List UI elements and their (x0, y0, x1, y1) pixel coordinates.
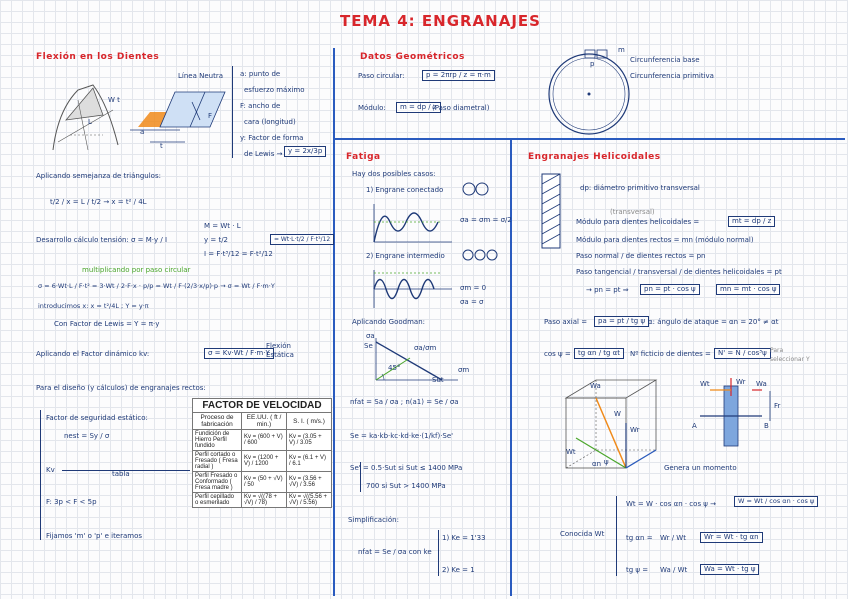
page-title: TEMA 4: ENGRANAJES (340, 12, 541, 30)
kv-label: Kv (46, 466, 55, 474)
table-header: EE.UU. ( ft / min.) (242, 413, 287, 430)
wt-box: W = Wt / cos αn · cos ψ (734, 496, 818, 507)
tg-an-label: tg αn = (626, 534, 653, 542)
seleccionar-note: Para seleccionar Y (770, 347, 810, 363)
nfat-eq: nfat = Sa / σa ; n(a1) = Se / σa (350, 398, 459, 406)
flexion-heading: Flexión en los Dientes (36, 52, 160, 62)
paso-axial: Paso axial = (544, 318, 588, 326)
eq4-box: σ = Kv·Wt / F·m·Y (204, 348, 274, 359)
p-fig-label: p (590, 60, 595, 68)
goodman-angle: 45° (388, 364, 401, 372)
gear-triple-icon (462, 248, 502, 262)
tg-an-frac: Wr / Wt (660, 534, 686, 542)
eq2-i: I = F·t³/12 = F·t²/12 (204, 250, 273, 258)
eq-caso2-b: σa = σ (460, 298, 484, 306)
tg-an-box: Wr = Wt · tg αn (700, 532, 763, 543)
fatiga-heading: Fatiga (346, 152, 381, 162)
ke2-text: 2) Ke = 1 (442, 566, 475, 574)
cos-psi-box: tg αn / tg αt (574, 348, 624, 359)
helical-strip-diagram (540, 172, 566, 252)
def-f-1: F: ancho de (240, 102, 281, 110)
conocida-wt: Conocida Wt (560, 530, 605, 538)
force-w: W (614, 410, 621, 418)
gear-pair-icon (462, 182, 492, 196)
force-wr: Wr (630, 426, 640, 434)
m-fig-label: m (618, 46, 625, 54)
dp-def: dp: diámetro primitivo transversal (580, 184, 700, 192)
flexion-estatica: Flexión Estática (266, 342, 294, 359)
eq2-m: M = Wt · L (204, 222, 241, 230)
paso-axial-box: pa = pt / tg ψ (594, 316, 649, 327)
m-helicoidal-box: mt = dp / z (728, 216, 775, 227)
paso-box: p = 2πrp / z = π·m (422, 70, 495, 81)
eq-caso2-a: σm = 0 (460, 284, 487, 292)
helicoidales-heading: Engranajes Helicoidales (528, 152, 661, 162)
eq3: σ = 6·Wt·L / F·t² = 3·Wt / 2·F·x · p/p = Wt / F·(2/3·x/p)·p → σ = Wt / F·m·Y (38, 282, 275, 290)
table-row: Perfil cepillado o esmerilado Kv = √((78 + √V) / 78) Kv = √((5.56 + √V) / 5.56) (193, 493, 332, 508)
simplif-text: Simplificación: (348, 516, 399, 524)
linea-neutra-label: Línea Neutra (178, 72, 223, 80)
def-f-2: cara (longitud) (244, 118, 296, 126)
transversal-note: (transversal) (610, 208, 655, 216)
table-row: Perfil Fresado o Conformado ( Fresa madre ) Kv = (50 + √V) / 50 Kv = (3.56 + √V) / 3.56 (193, 472, 332, 493)
wt-label: W t (108, 96, 120, 104)
se1-eq: Se' = 0.5·Sut si Sut ≤ 1400 MPa (350, 464, 463, 472)
step2-text: Desarrollo cálculo tensión: σ = M·y / I (36, 236, 168, 244)
force-psi: ψ (604, 458, 609, 466)
moment-fr: Fr (774, 402, 781, 410)
ficticio-box: N' = N / cos³ψ (714, 348, 771, 359)
modulo-label: Módulo: (358, 104, 386, 112)
m-rectos: Módulo para dientes rectos = mn (módulo normal) (576, 236, 754, 244)
force-wa: Wa (590, 382, 601, 390)
ke1-text: 1) Ke = 1'33 (442, 534, 486, 542)
paso-label: Paso circular: (358, 72, 405, 80)
cos-psi: cos ψ = (544, 350, 571, 358)
p-tangencial: Paso tangencial / transversal / de dientes helicoidales = pt (576, 268, 782, 276)
paso-diametral: (Paso diametral) (432, 104, 490, 112)
step5-text: Para el diseño (y cálculos) de engranajes rectos: (36, 384, 206, 392)
m-helicoidal: Módulo para dientes helicoidales = (576, 218, 700, 226)
p-normal: Paso normal / de dientes rectos = pn (576, 252, 706, 260)
f-range: F: 3p < F < 5p (46, 498, 97, 506)
introduc: introducimos x: x = t²/4L ; Y = y·π (38, 302, 149, 310)
datos-heading: Datos Geométricos (360, 52, 465, 62)
column-divider-left (333, 48, 335, 596)
tg-psi-label: tg ψ = (626, 566, 649, 574)
table-row: Fundición de Hierro Perfil fundido Kv = (600 + V) / 600 Kv = (3.05 + V) / 3.05 (193, 430, 332, 451)
def-y-1: y: Factor de forma (240, 134, 304, 142)
wave-chart-2 (372, 268, 452, 310)
table-header: Proceso de fabricación (193, 413, 242, 430)
alpha-def: α: ángulo de ataque = αn = 20° ≠ αt (648, 318, 779, 326)
caso1-text: 1) Engrane conectado (366, 186, 444, 194)
lewis-factor: Con Factor de Lewis = Y = π·y (54, 320, 160, 328)
moment-wt: Wt (700, 380, 710, 388)
table-header: S. I. ( m/s.) (287, 413, 332, 430)
step4-text: Aplicando el Factor dinámico kv: (36, 350, 150, 358)
step1-text: Aplicando semejanza de triángulos: (36, 172, 161, 180)
force-an: αn (592, 460, 602, 468)
goodman-ratio: σa/σm (414, 344, 437, 352)
t-label: t (160, 142, 163, 150)
eq2-result: = Wt·L·t/2 / F·t³/12 (270, 234, 334, 245)
prism-diagram (130, 82, 230, 152)
circ-primitiva-label: Circunferencia primitiva (630, 72, 714, 80)
f-label: F (208, 112, 213, 120)
p-relation-box: pn = pt · cos ψ (640, 284, 700, 295)
column-divider-right (510, 140, 512, 596)
def-a-2: esfuerzo máximo (244, 86, 305, 94)
eq1: t/2 / x = L / t/2 → x = t² / 4L (50, 198, 147, 206)
moment-b: B (764, 422, 769, 430)
goodman-se: Se (364, 342, 373, 350)
goodman-text: Aplicando Goodman: (352, 318, 425, 326)
goodman-sa: σa (366, 332, 375, 340)
tg-psi-box: Wa = Wt · tg ψ (700, 564, 759, 575)
circ-base-label: Circunferencia base (630, 56, 700, 64)
def-y-2: de Lewis → (244, 150, 283, 158)
tg-psi-frac: Wa / Wt (660, 566, 688, 574)
force-wt: Wt (566, 448, 576, 456)
nfat2-eq: nfat = Se / σa con ke (358, 548, 432, 556)
wt-eq: Wt = W · cos αn · cos ψ → (626, 500, 717, 508)
casos-text: Hay dos posibles casos: (352, 170, 436, 178)
marin-eq: Se = ka·kb·kc·kd·ke·(1/kf)·Se' (350, 432, 454, 440)
modulo-box: m = dp / z (396, 102, 441, 113)
p-relation: → pn = pt ⇒ (586, 286, 629, 294)
velocity-factor-table (192, 398, 332, 508)
genera-momento: Genera un momento (664, 464, 737, 472)
table-row: Perfil cortado o Fresado ( Fresa radial ) Kv = (1200 + V) / 1200 Kv = (6.1 + V) / 6.1 (193, 451, 332, 472)
ficticio-def: Nº ficticio de dientes = (630, 350, 711, 358)
nest-eq: nest = Sy / σ (64, 432, 110, 440)
def-a-1: a: punto de (240, 70, 281, 78)
se2-eq: 700 si Sut > 1400 MPa (366, 482, 446, 490)
l-label: L (88, 118, 92, 126)
moment-wr: Wr (736, 378, 746, 386)
lewis-box: y = 2x/3p (284, 146, 326, 157)
tabla-label: tabla (112, 470, 130, 478)
eq2-y: y = t/2 (204, 236, 229, 244)
goodman-sm: σm (458, 366, 470, 374)
eq-caso1: σa = σm = σ/2 (460, 216, 512, 224)
a-label: a (140, 128, 145, 136)
goodman-sut: Sut (432, 376, 444, 384)
mult-note: multiplicando por paso circular (82, 266, 191, 274)
helical-force-box (556, 378, 666, 478)
wave-chart-1 (372, 202, 452, 244)
caso2-text: 2) Engrane intermedio (366, 252, 445, 260)
m-relation-box: mn = mt · cos ψ (716, 284, 780, 295)
moment-a: A (692, 422, 697, 430)
table-caption: FACTOR DE VELOCIDAD (193, 399, 332, 413)
fijamos-text: Fijamos 'm' o 'p' e iteramos (46, 532, 143, 540)
moment-wa: Wa (756, 380, 767, 388)
seguridad-text: Factor de seguridad estático: (46, 414, 148, 422)
